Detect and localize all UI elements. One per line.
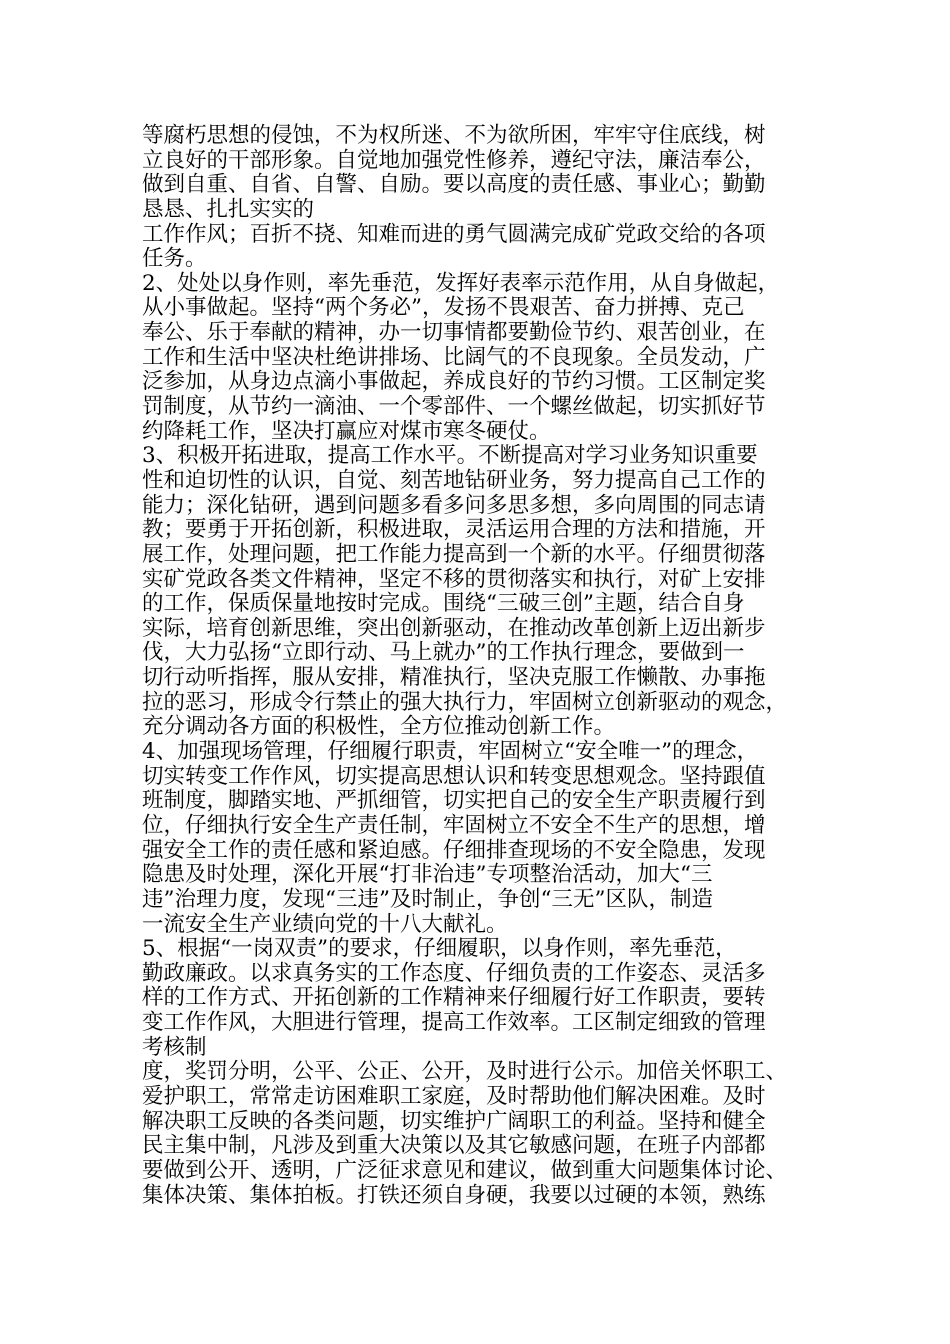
text-line: 一流安全生产业绩向党的十八大献礼。	[142, 911, 508, 937]
text-line: 立良好的干部形象。自觉地加强党性修养，遵纪守法，廉洁奉公，	[142, 147, 766, 173]
text-line: 的工作，保质保量地按时完成。围绕“三破三创”主题，结合自身	[142, 591, 745, 617]
text-line: 奉公、乐于奉献的精神，办一切事情都要勤俭节约、艰苦创业，在	[142, 320, 766, 346]
text-line: 伐，大力弘扬“立即行动、马上就办”的工作执行理念，要做到一	[142, 640, 745, 666]
text-line: 隐患及时处理，深化开展“打非治违”专项整治活动，加大“三	[142, 862, 713, 888]
text-line: 拉的恶习，形成令行禁止的强大执行力，牢固树立创新驱动的观念，	[142, 689, 788, 715]
text-line: 约降耗工作，坚决打赢应对煤市寒冬硬仗。	[142, 418, 551, 444]
text-line: 要做到公开、透明，广泛征求意见和建议，做到重大问题集体讨论、	[142, 1157, 788, 1183]
text-line: 从小事做起。坚持“两个务必”，发扬不畏艰苦、奋力拼搏、克己	[142, 295, 745, 321]
text-line: 实际，培育创新思维，突出创新驱动，在推动改革创新上迈出新步	[142, 615, 766, 641]
text-line: 民主集中制，凡涉及到重大决策以及其它敏感问题，在班子内部都	[142, 1133, 766, 1159]
text-line: 位，仔细执行安全生产责任制，牢固树立不安全不生产的思想，增	[142, 812, 766, 838]
text-line: 爱护职工，常常走访困难职工家庭，及时帮助他们解决困难。及时	[142, 1083, 766, 1109]
text-line: 考核制	[142, 1034, 207, 1060]
text-line: 泛参加，从身边点滴小事做起，养成良好的节约习惯。工区制定奖	[142, 369, 766, 395]
text-line: 等腐朽思想的侵蚀，不为权所迷、不为欲所困，牢牢守住底线，树	[142, 123, 766, 148]
text-line: 做到自重、自省、自警、自励。要以高度的责任感、事业心；勤勤	[142, 172, 766, 198]
document-body-text	[142, 124, 832, 1208]
text-line: 能力；深化钻研，遇到问题多看多问多思多想，多向周围的同志请	[142, 492, 766, 518]
text-line: 4、加强现场管理，仔细履行职责，牢固树立“安全唯一”的理念，	[142, 739, 759, 765]
text-line: 展工作，处理问题，把工作能力提高到一个新的水平。仔细贯彻落	[142, 541, 766, 567]
text-line: 任务。	[142, 246, 207, 272]
text-line: 恳恳、扎扎实实的	[142, 196, 315, 222]
text-line: 集体决策、集体拍板。打铁还须自身硬，我要以过硬的本领，熟练	[142, 1182, 766, 1208]
text-line: 班制度，脚踏实地、严抓细管，切实把自己的安全生产职责履行到	[142, 788, 766, 814]
text-line: 样的工作方式、开拓创新的工作精神来仔细履行好工作职责，要转	[142, 985, 766, 1011]
text-line: 罚制度，从节约一滴油、一个零部件、一个螺丝做起，切实抓好节	[142, 394, 766, 420]
text-line: 性和迫切性的认识，自觉、刻苦地钻研业务，努力提高自己工作的	[142, 467, 766, 493]
text-line: 度，奖罚分明，公平、公正、公开，及时进行公示。加倍关怀职工、	[142, 1059, 788, 1085]
text-line: 解决职工反映的各类问题，切实维护广阔职工的利益。坚持和健全	[142, 1108, 766, 1134]
text-line: 工作和生活中坚决杜绝讲排场、比阔气的不良现象。全员发动，广	[142, 344, 766, 370]
text-line: 工作作风；百折不挠、知难而进的勇气圆满完成矿党政交给的各项	[142, 221, 766, 247]
text-line: 勤政廉政。以求真务实的工作态度、仔细负责的工作姿态、灵活多	[142, 960, 766, 986]
text-line: 5、根据“一岗双责”的要求，仔细履职，以身作则，率先垂范，	[142, 936, 737, 962]
text-line: 变工作作风，大胆进行管理，提高工作效率。工区制定细致的管理	[142, 1010, 766, 1036]
text-line: 实矿党政各类文件精神，坚定不移的贯彻落实和执行，对矿上安排	[142, 566, 766, 592]
text-line: 2、处处以身作则，率先垂范，发挥好表率示范作用，从自身做起，	[142, 270, 780, 296]
text-line: 切行动听指挥，服从安排，精准执行，坚决克服工作懒散、办事拖	[142, 665, 766, 691]
text-line: 充分调动各方面的积极性，全方位推动创新工作。	[142, 714, 616, 740]
text-line: 教；要勇于开拓创新，积极进取，灵活运用合理的方法和措施，开	[142, 517, 766, 543]
text-line: 3、积极开拓进取，提高工作水平。不断提高对学习业务知识重要	[142, 443, 758, 469]
text-line: 强安全工作的责任感和紧迫感。仔细排查现场的不安全隐患，发现	[142, 837, 766, 863]
text-line: 违”治理力度，发现“三违”及时制止，争创“三无”区队，制造	[142, 886, 713, 912]
text-line: 切实转变工作作风，切实提高思想认识和转变思想观念。坚持跟值	[142, 763, 766, 789]
